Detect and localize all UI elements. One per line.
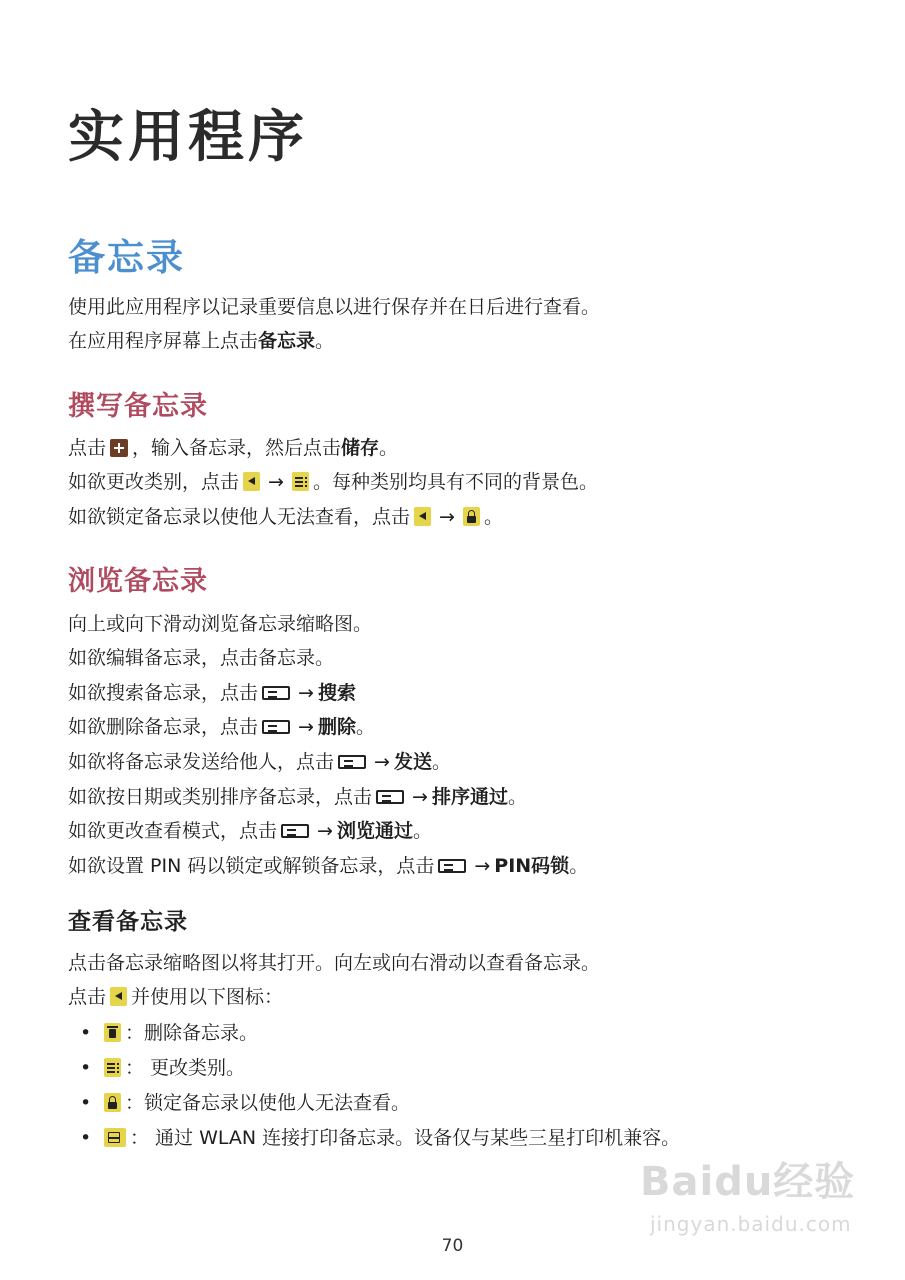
view-heading: 查看备忘录: [68, 909, 188, 935]
browse-line-6: 如欲按日期或类别排序备忘录，点击 → 排序通过。: [68, 786, 527, 808]
view-line-1: 点击备忘录缩略图以将其打开。向左或向右滑动以查看备忘录。: [68, 952, 601, 974]
bullet-item-delete: ：删除备忘录。: [100, 1020, 258, 1046]
browse-line-2: 如欲编辑备忘录，点击备忘录。: [68, 647, 335, 669]
browse-heading: 浏览备忘录: [68, 566, 208, 597]
add-icon: [110, 439, 128, 457]
menu-icon: [338, 755, 366, 769]
browse-line-3: 如欲搜索备忘录，点击 → 搜索: [68, 682, 356, 704]
menu-icon: [262, 686, 290, 700]
compose-line-3: 如欲锁定备忘录以使他人无法查看，点击 → 。: [68, 506, 503, 528]
bullet-3: •: [80, 1092, 92, 1114]
back-icon: [243, 472, 260, 491]
bullet-item-category: ： 更改类别。: [100, 1055, 245, 1081]
print-icon: [104, 1128, 126, 1147]
back-icon: [414, 507, 431, 526]
bullet-1: •: [80, 1022, 92, 1044]
menu-icon: [262, 720, 290, 734]
compose-line-1: 点击 ，输入备忘录，然后点击储存。: [68, 437, 399, 459]
bullet-item-lock: ：锁定备忘录以使他人无法查看。: [100, 1090, 410, 1116]
compose-line-2: 如欲更改类别，点击 → 。每种类别均具有不同的背景色。: [68, 471, 598, 493]
browse-line-5: 如欲将备忘录发送给他人，点击 → 发送。: [68, 751, 451, 773]
lock-icon: [463, 507, 480, 526]
menu-icon: [376, 790, 404, 804]
baidu-watermark-logo: Baidu经验: [640, 1159, 856, 1205]
category-icon: [292, 472, 309, 491]
menu-icon: [438, 859, 466, 873]
intro-line-2: 在应用程序屏幕上点击备忘录。: [68, 330, 335, 352]
bullet-4: •: [80, 1127, 92, 1149]
browse-line-8: 如欲设置 PIN 码以锁定或解锁备忘录，点击 → PIN码锁。: [68, 855, 589, 877]
bullet-2: •: [80, 1057, 92, 1079]
bullet-item-print: ： 通过 WLAN 连接打印备忘录。设备仅与某些三星打印机兼容。: [100, 1125, 680, 1151]
compose-heading: 撰写备忘录: [68, 391, 208, 422]
category-icon: [104, 1058, 121, 1077]
trash-icon: [104, 1023, 121, 1042]
page-title: 实用程序: [68, 105, 308, 170]
page-number: 70: [441, 1236, 464, 1256]
browse-line-7: 如欲更改查看模式，点击 → 浏览通过。: [68, 820, 432, 842]
back-icon: [110, 987, 127, 1006]
intro-line-1: 使用此应用程序以记录重要信息以进行保存并在日后进行查看。: [68, 296, 601, 318]
lock-icon: [104, 1093, 121, 1112]
view-line-2: 点击 并使用以下图标：: [68, 986, 284, 1008]
browse-line-4: 如欲删除备忘录，点击 → 删除。: [68, 716, 375, 738]
browse-line-1: 向上或向下滑动浏览备忘录缩略图。: [68, 613, 373, 635]
section-heading-memo: 备忘录: [68, 236, 185, 279]
menu-icon: [281, 824, 309, 838]
baidu-watermark-url: jingyan.baidu.com: [650, 1212, 852, 1236]
